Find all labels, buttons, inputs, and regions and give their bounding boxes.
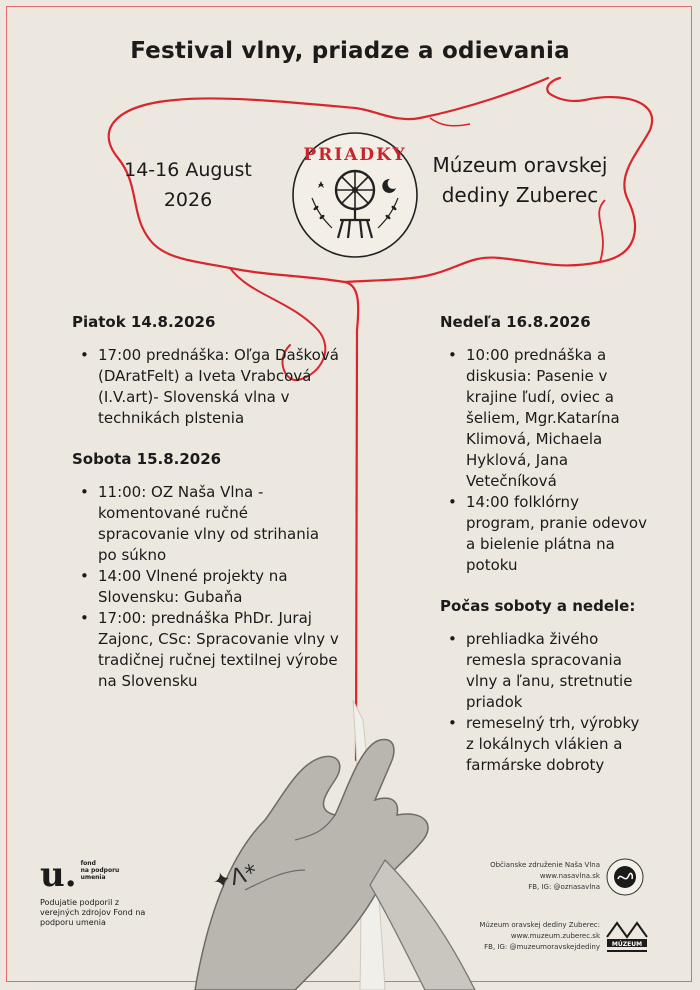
left-program-column <box>72 312 342 692</box>
list-item: • 14:00 Vlnené projekty na Slovensku: Gubaňa <box>72 566 342 608</box>
fund-support-block <box>40 855 160 928</box>
list-item: • 14:00 folklórny program, pranie odevov a bielenie plátna na potoku <box>440 492 650 576</box>
sunday-list <box>440 345 650 576</box>
svg-text:MÚZEUM: MÚZEUM <box>611 941 643 948</box>
day-heading-sunday: Nedeľa 16.8.2026 <box>440 313 591 331</box>
day-heading-friday: Piatok 14.8.2026 <box>72 313 216 331</box>
credit-nasa-vlna: Občianske združenie Naša Vlna www.nasavlna.sk FB, IG: @oznasavlna <box>490 861 600 891</box>
list-item: • 11:00: OZ Naša Vlna - komentované ručné spracovanie vlny od strihania po súkno <box>72 482 342 566</box>
logo-text: PRIADKY <box>303 145 407 165</box>
list-item: • remeselný trh, výrobky z lokálnych vlákien a farmárske dobroty <box>440 713 650 776</box>
list-item: • 17:00: prednáška PhDr. Juraj Zajonc, CSc: Spracovanie vlny v tradičnej ručnej textilnej výrobe na Slovensku <box>72 608 342 692</box>
priadky-logo <box>288 128 423 263</box>
svg-text:✦Λ*: ✦Λ* <box>210 860 260 896</box>
list-item: • 17:00 prednáška: Oľga Dašková (DAratFelt) a Iveta Vrabcová (I.V.art)- Slovenská vlna v technikách plstenia <box>72 345 342 429</box>
list-item: • prehliadka živého remesla spracovania vlny a ľanu, stretnutie priadok <box>440 629 650 713</box>
event-dates: 14-16 August 2026 <box>124 159 252 211</box>
credit-museum: Múzeum oravskej dediny Zuberec: www.muzeum.zuberec.sk FB, IG: @muzeumoravskejdediny <box>479 921 600 951</box>
fund-note: Podujatie podporil z verejných zdrojov Fond na podporu umenia <box>40 898 146 927</box>
friday-list <box>72 345 342 429</box>
event-location: Múzeum oravskej dediny Zuberec <box>432 153 608 207</box>
museum-badge <box>603 915 651 961</box>
list-item: • 10:00 prednáška a diskusia: Pasenie v krajine ľudí, oviec a šeliem, Mgr.Katarína Klimová, Michaela Hyklová, Jana Vetečníková <box>440 345 650 492</box>
day-heading-saturday: Sobota 15.8.2026 <box>72 450 222 468</box>
nasa-vlna-badge <box>605 857 645 897</box>
fund-logo-text: fond na podporu umenia <box>80 860 120 881</box>
saturday-list <box>72 482 342 692</box>
page-title: Festival vlny, priadze a odievania <box>130 38 570 64</box>
weekend-heading: Počas soboty a nedele: <box>440 597 636 615</box>
fund-logo: u. <box>40 855 77 895</box>
